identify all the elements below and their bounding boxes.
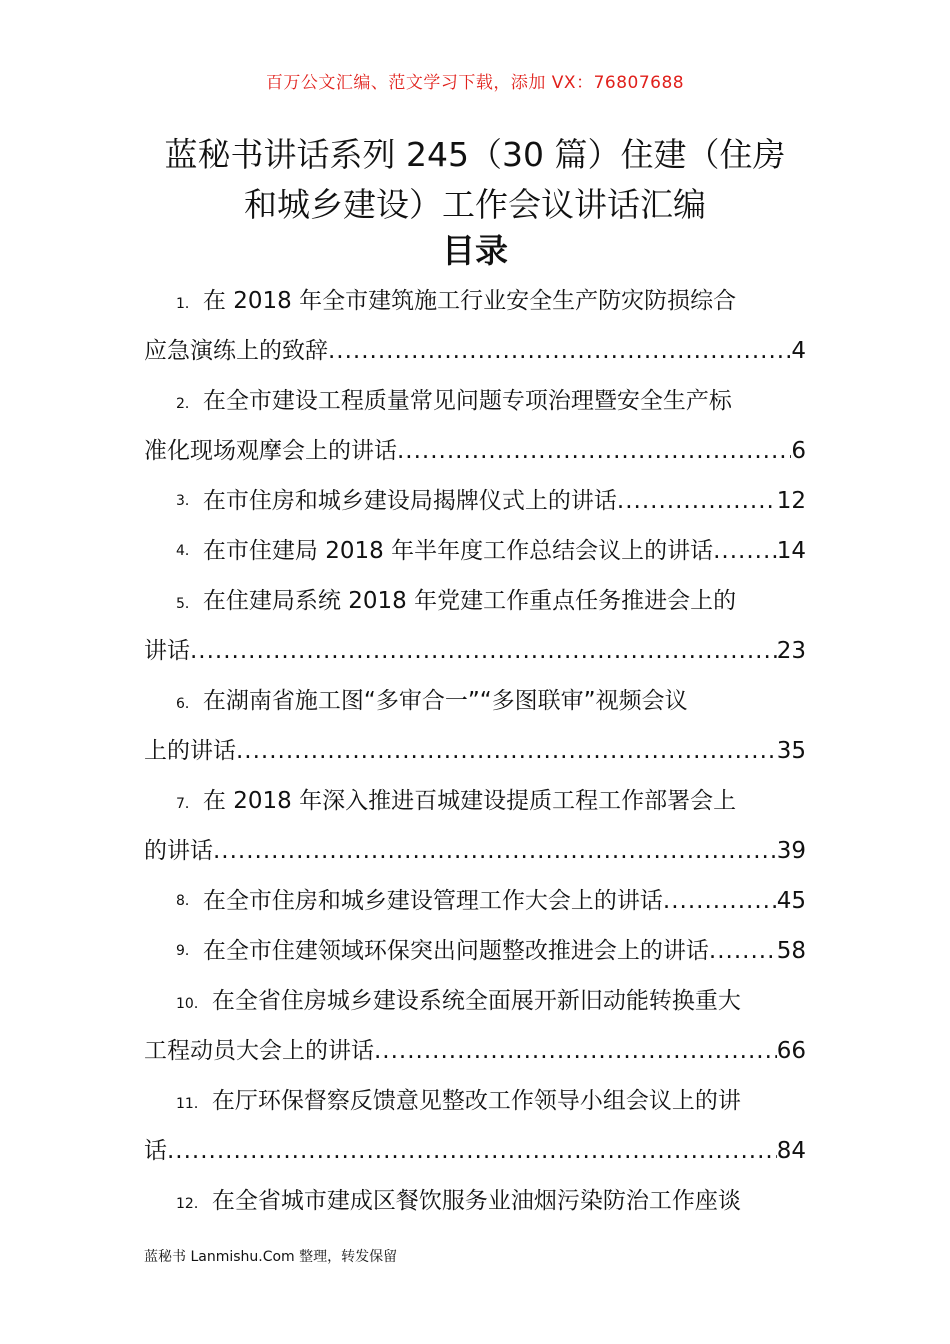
toc-entry-number: 1． xyxy=(176,296,199,312)
toc-page-number: 45 xyxy=(776,888,806,914)
toc-page-number: 12 xyxy=(776,488,806,514)
toc-entry-leader-line xyxy=(144,726,806,776)
toc-entry[interactable] xyxy=(144,376,806,476)
toc-entry[interactable] xyxy=(144,776,806,876)
toc-entry-title-end: 在市住房和城乡建设局揭牌仪式上的讲话 xyxy=(202,488,617,514)
toc-leader-dots xyxy=(617,476,777,526)
toc-entry[interactable] xyxy=(144,926,806,976)
toc-entry-number: 7． xyxy=(176,796,199,812)
toc-entry-title: 在厅环保督察反馈意见整改工作领导小组会议上的讲 xyxy=(211,1088,741,1114)
toc-entry-title: 在住建局系统 2018 年党建工作重点任务推进会上的 xyxy=(202,588,737,614)
toc-entry-number: 5． xyxy=(176,596,199,612)
toc-leader-dots xyxy=(328,326,791,376)
document-title-line-2: 和城乡建设）工作会议讲话汇编 xyxy=(244,185,706,224)
toc-entry[interactable] xyxy=(144,1176,806,1226)
toc-page-number: 23 xyxy=(776,638,806,664)
toc-page-number: 4 xyxy=(791,338,806,364)
toc-entry-title-line xyxy=(144,776,806,826)
toc-entry-number: 11． xyxy=(176,1096,208,1112)
toc-entry-title: 在全省城市建成区餐饮服务业油烟污染防治工作座谈 xyxy=(211,1188,741,1214)
toc-entry-title-end: 准化现场观摩会上的讲话 xyxy=(144,438,397,464)
toc-entry[interactable] xyxy=(144,1076,806,1176)
toc-page-number: 66 xyxy=(776,1038,806,1064)
toc-entry-title-end: 在市住建局 2018 年半年度工作总结会议上的讲话 xyxy=(202,538,714,564)
toc-leader-dots xyxy=(397,426,791,476)
toc-entry-title: 在 2018 年深入推进百城建设提质工程工作部署会上 xyxy=(202,788,737,814)
toc-entry-title-line xyxy=(144,276,806,326)
toc-leader-dots xyxy=(167,1126,777,1176)
footer-note: 蓝秘书 Lanmishu.Com 整理，转发保留 xyxy=(144,1249,398,1265)
toc-entry-title-end: 应急演练上的致辞 xyxy=(144,338,328,364)
toc-entry-leader-line xyxy=(144,326,806,376)
toc-entry-title-end: 的讲话 xyxy=(144,838,213,864)
toc-entry-number: 12． xyxy=(176,1196,208,1212)
toc-page-number: 6 xyxy=(791,438,806,464)
toc-page-number: 84 xyxy=(776,1138,806,1164)
toc-entry-title: 在湖南省施工图“多审合一”“多图联审”视频会议 xyxy=(202,688,688,714)
toc-entry-title-line xyxy=(144,1076,806,1126)
toc-entry-number: 10． xyxy=(176,996,208,1012)
toc-entry-title-line xyxy=(144,576,806,626)
toc-entry-number: 9． xyxy=(176,943,199,959)
toc-entry-leader-line xyxy=(144,1126,806,1176)
toc-entry-number: 4． xyxy=(176,543,199,559)
toc-entry-leader-line xyxy=(144,526,806,576)
toc-leader-dots xyxy=(213,826,777,876)
toc-entry-title: 在全市建设工程质量常见问题专项治理暨安全生产标 xyxy=(202,388,732,414)
toc-page-number: 39 xyxy=(776,838,806,864)
toc-entry-number: 6． xyxy=(176,696,199,712)
table-of-contents xyxy=(144,276,806,1226)
toc-entry-title: 在全省住房城乡建设系统全面展开新旧动能转换重大 xyxy=(211,988,741,1014)
toc-entry[interactable] xyxy=(144,876,806,926)
toc-leader-dots xyxy=(663,876,777,926)
toc-entry-title-line xyxy=(144,676,806,726)
toc-entry[interactable] xyxy=(144,576,806,676)
toc-leader-dots xyxy=(236,726,777,776)
toc-entry-leader-line xyxy=(144,826,806,876)
toc-entry[interactable] xyxy=(144,676,806,776)
header-note: 百万公文汇编、范文学习下载，添加 VX：76807688 xyxy=(265,73,685,93)
toc-entry-leader-line xyxy=(144,426,806,476)
toc-entry[interactable] xyxy=(144,976,806,1076)
toc-entry-title-end: 话 xyxy=(144,1138,167,1164)
toc-entry-leader-line xyxy=(144,876,806,926)
document-title xyxy=(100,130,850,230)
toc-page-number: 35 xyxy=(776,738,806,764)
toc-entry[interactable] xyxy=(144,276,806,376)
toc-leader-dots xyxy=(709,926,777,976)
toc-entry-leader-line xyxy=(144,1026,806,1076)
toc-leader-dots xyxy=(190,626,777,676)
toc-heading: 目录 xyxy=(442,231,508,270)
toc-entry-title-end: 工程动员大会上的讲话 xyxy=(144,1038,374,1064)
toc-leader-dots xyxy=(713,526,777,576)
toc-entry-leader-line xyxy=(144,926,806,976)
toc-entry-leader-line xyxy=(144,626,806,676)
document-title-line-1: 蓝秘书讲话系列 245（30 篇）住建（住房 xyxy=(164,135,786,174)
toc-entry-number: 3． xyxy=(176,493,199,509)
toc-entry[interactable] xyxy=(144,476,806,526)
toc-entry-number: 2． xyxy=(176,396,199,412)
toc-entry[interactable] xyxy=(144,526,806,576)
toc-page-number: 58 xyxy=(776,938,806,964)
toc-entry-leader-line xyxy=(144,476,806,526)
toc-entry-title-line xyxy=(144,376,806,426)
toc-page-number: 14 xyxy=(776,538,806,564)
toc-entry-title-end: 讲话 xyxy=(144,638,190,664)
toc-entry-title-end: 在全市住房和城乡建设管理工作大会上的讲话 xyxy=(202,888,663,914)
toc-entry-title: 在 2018 年全市建筑施工行业安全生产防灾防损综合 xyxy=(202,288,737,314)
toc-entry-number: 8． xyxy=(176,893,199,909)
toc-entry-title-line xyxy=(144,976,806,1026)
toc-entry-title-end: 上的讲话 xyxy=(144,738,236,764)
toc-entry-title-line xyxy=(144,1176,806,1226)
toc-entry-title-end: 在全市住建领域环保突出问题整改推进会上的讲话 xyxy=(202,938,709,964)
toc-leader-dots xyxy=(374,1026,777,1076)
